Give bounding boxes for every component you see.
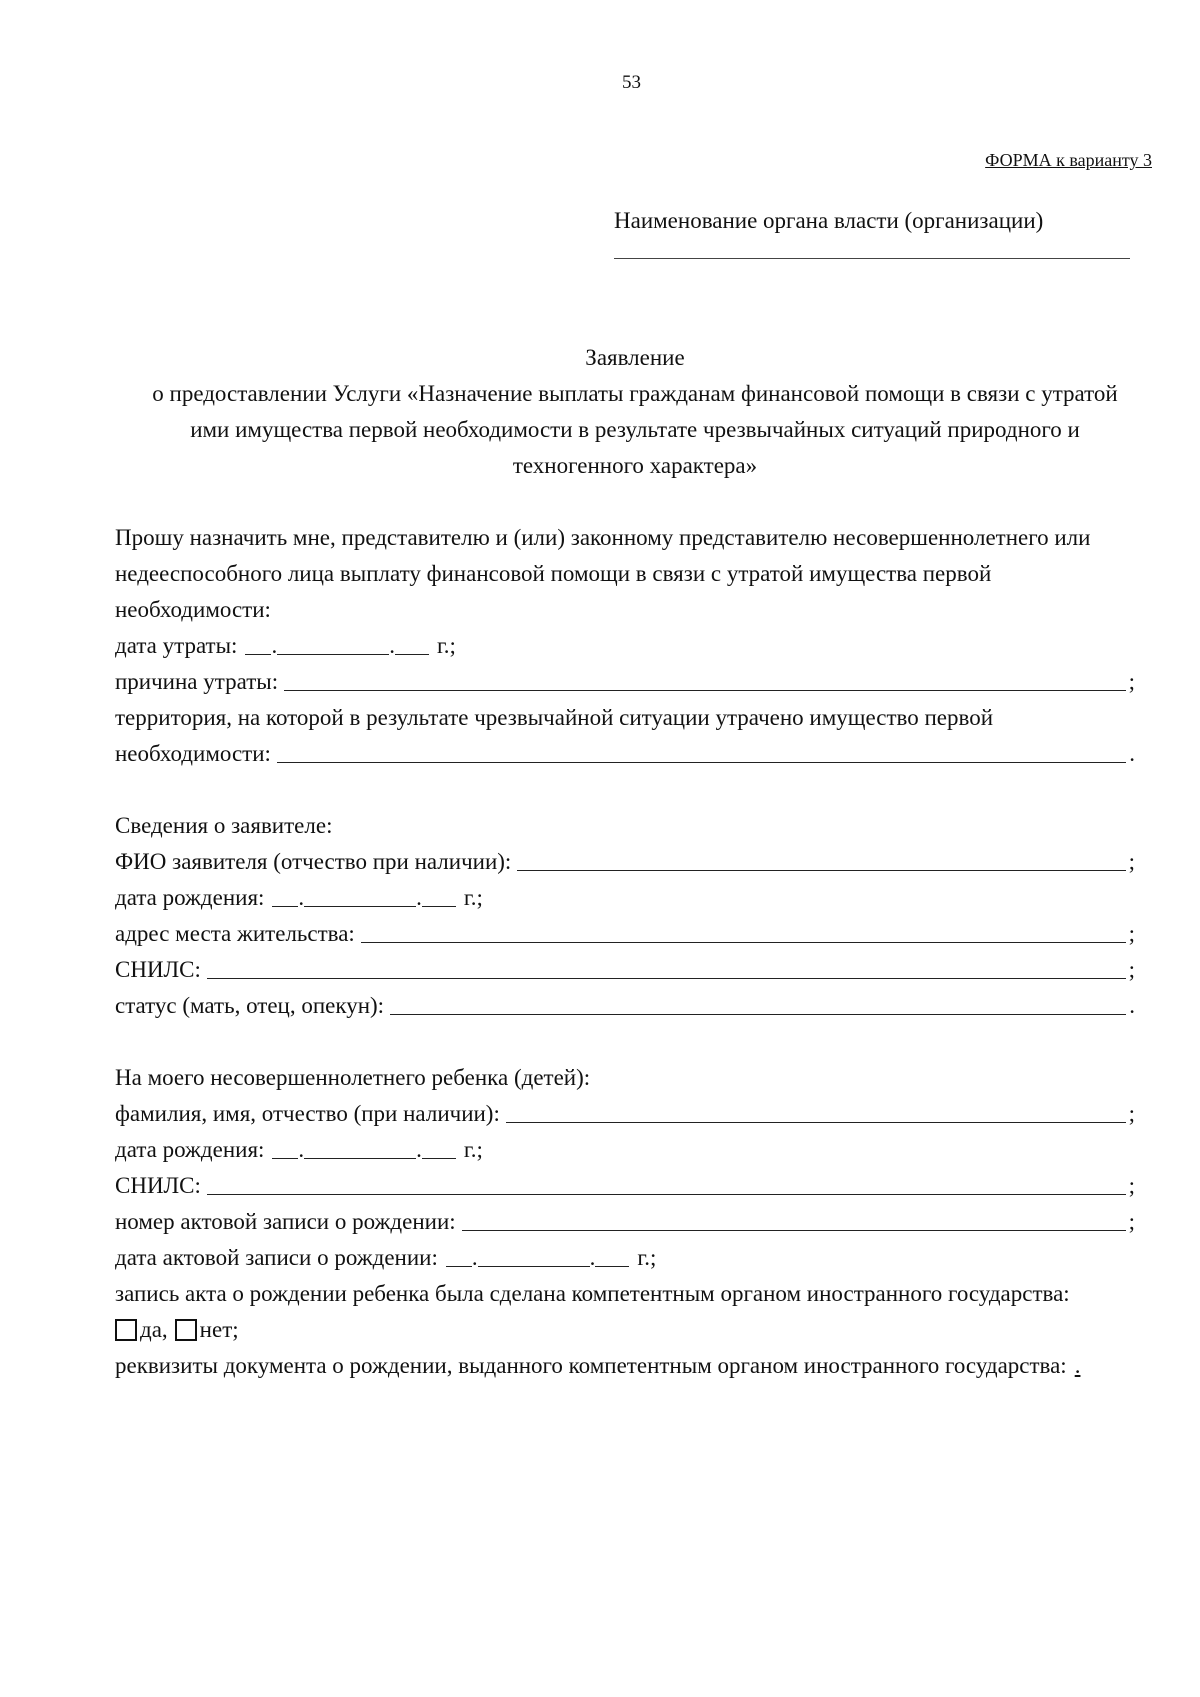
applicant-fio-row bbox=[115, 844, 1135, 880]
applicant-birth-day-field[interactable] bbox=[272, 905, 298, 907]
child-snils-label: СНИЛС: bbox=[115, 1173, 201, 1198]
territory-label-row bbox=[115, 700, 1135, 736]
child-record-date-label: дата актовой записи о рождении: bbox=[115, 1245, 438, 1270]
foreign-doc-field[interactable]: . bbox=[1074, 1353, 1081, 1378]
child-fio-label: фамилия, имя, отчество (при наличии): bbox=[115, 1101, 500, 1126]
applicant-address-label: адрес места жительства: bbox=[115, 921, 355, 946]
option-no-label: нет; bbox=[199, 1317, 239, 1342]
territory-label-1: территория, на которой в результате чрезвычайной ситуации утрачено имущество первой bbox=[115, 705, 994, 730]
loss-reason-label: причина утраты: bbox=[115, 669, 279, 694]
territory-row bbox=[115, 736, 1135, 772]
child-record-year-field[interactable] bbox=[595, 1265, 629, 1267]
date-separator: . bbox=[416, 1137, 422, 1162]
applicant-birth-month-field[interactable] bbox=[304, 905, 416, 907]
title-line-4: техногенного характера» bbox=[512, 453, 758, 478]
line-end-punct: ; bbox=[1128, 1173, 1135, 1198]
form-body bbox=[115, 520, 1135, 1384]
child-record-number-label: номер актовой записи о рождении: bbox=[115, 1209, 456, 1234]
line-end-punct: . bbox=[1129, 741, 1135, 766]
applicant-fio-label: ФИО заявителя (отчество при наличии): bbox=[115, 849, 512, 874]
applicant-snils-field[interactable] bbox=[207, 977, 1126, 979]
line-end-punct: ; bbox=[1128, 1101, 1135, 1126]
loss-reason-row bbox=[115, 664, 1135, 700]
line-end-punct: ; bbox=[1128, 957, 1135, 982]
applicant-status-field[interactable] bbox=[390, 1013, 1126, 1015]
foreign-doc-label: реквизиты документа о рождении, выданного компетентным органом иностранного государства: bbox=[115, 1353, 1067, 1378]
applicant-birth-row bbox=[115, 880, 1135, 916]
child-record-day-field[interactable] bbox=[446, 1265, 472, 1267]
loss-date-day-field[interactable] bbox=[245, 653, 271, 655]
title-line-3: ими имущества первой необходимости в результате чрезвычайных ситуаций природного и bbox=[190, 417, 1080, 442]
title-line-1: Заявление bbox=[585, 345, 685, 370]
checkbox-yes[interactable] bbox=[115, 1319, 137, 1341]
page-number: 53 bbox=[622, 72, 641, 93]
applicant-birth-label: дата рождения: bbox=[115, 885, 265, 910]
foreign-record-label: запись акта о рождении ребенка была сделана компетентным органом иностранного государства: bbox=[115, 1281, 1070, 1306]
year-suffix: г.; bbox=[637, 1245, 657, 1270]
line-end-punct: ; bbox=[1128, 1209, 1135, 1234]
child-fio-field[interactable] bbox=[506, 1121, 1126, 1123]
loss-date-month-field[interactable] bbox=[277, 653, 389, 655]
child-fio-row bbox=[115, 1096, 1135, 1132]
territory-label-2: необходимости: bbox=[115, 741, 271, 766]
date-separator: . bbox=[298, 885, 305, 910]
foreign-record-row bbox=[115, 1276, 1135, 1312]
applicant-birth-year-field[interactable] bbox=[422, 905, 456, 907]
child-heading bbox=[115, 1060, 1135, 1096]
applicant-fio-field[interactable] bbox=[517, 869, 1125, 871]
child-birth-month-field[interactable] bbox=[304, 1157, 416, 1159]
loss-date-year-field[interactable] bbox=[395, 653, 429, 655]
child-birth-day-field[interactable] bbox=[272, 1157, 298, 1159]
child-birth-label: дата рождения: bbox=[115, 1137, 265, 1162]
request-intro: Прошу назначить мне, представителю и (или) законному представителю несовершеннолетнего или недееспособного лица выплату финансовой помощи в связи с утратой имущества первой необходимости: bbox=[115, 525, 1091, 622]
date-separator: . bbox=[589, 1245, 596, 1270]
territory-field[interactable] bbox=[277, 761, 1126, 763]
year-suffix: г.; bbox=[436, 633, 456, 658]
applicant-status-row bbox=[115, 988, 1135, 1024]
option-yes-label: да, bbox=[140, 1317, 168, 1342]
line-end-punct: ; bbox=[1128, 849, 1135, 874]
year-suffix: г.; bbox=[463, 885, 483, 910]
checkbox-no[interactable] bbox=[175, 1319, 197, 1341]
date-separator: . bbox=[298, 1137, 305, 1162]
line-end-punct: . bbox=[1129, 993, 1135, 1018]
date-separator: . bbox=[471, 1245, 478, 1270]
child-snils-row bbox=[115, 1168, 1135, 1204]
loss-reason-field[interactable] bbox=[284, 689, 1126, 691]
organization-label: Наименование органа власти (организации) bbox=[614, 208, 1044, 233]
applicant-address-row bbox=[115, 916, 1135, 952]
organization-input-line[interactable] bbox=[614, 252, 1130, 259]
applicant-address-field[interactable] bbox=[361, 941, 1126, 943]
child-birth-row bbox=[115, 1132, 1135, 1168]
child-heading-text: На моего несовершеннолетнего ребенка (детей): bbox=[115, 1065, 591, 1090]
organization-block bbox=[614, 208, 1134, 259]
line-end-punct: ; bbox=[1128, 921, 1135, 946]
document-title bbox=[110, 340, 1160, 484]
applicant-snils-row bbox=[115, 952, 1135, 988]
applicant-status-label: статус (мать, отец, опекун): bbox=[115, 993, 385, 1018]
foreign-record-options bbox=[115, 1312, 1135, 1348]
date-separator: . bbox=[271, 633, 278, 658]
applicant-heading bbox=[115, 808, 1135, 844]
loss-date-label: дата утраты: bbox=[115, 633, 238, 658]
date-separator: . bbox=[416, 885, 422, 910]
child-record-number-row bbox=[115, 1204, 1135, 1240]
loss-date-row bbox=[115, 628, 1135, 664]
child-snils-field[interactable] bbox=[207, 1193, 1126, 1195]
child-record-number-field[interactable] bbox=[462, 1229, 1126, 1231]
form-reference: ФОРМА к варианту 3 bbox=[985, 150, 1152, 170]
child-birth-year-field[interactable] bbox=[422, 1157, 456, 1159]
child-record-month-field[interactable] bbox=[478, 1265, 590, 1267]
date-separator: . bbox=[389, 633, 395, 658]
child-record-date-row bbox=[115, 1240, 1135, 1276]
line-end-punct: ; bbox=[1128, 669, 1135, 694]
applicant-heading-text: Сведения о заявителе: bbox=[115, 813, 333, 838]
year-suffix: г.; bbox=[463, 1137, 483, 1162]
foreign-doc-row bbox=[115, 1348, 1135, 1384]
applicant-snils-label: СНИЛС: bbox=[115, 957, 201, 982]
title-line-2: о предоставлении Услуги «Назначение выплаты гражданам финансовой помощи в связи с утратой bbox=[152, 381, 1118, 406]
